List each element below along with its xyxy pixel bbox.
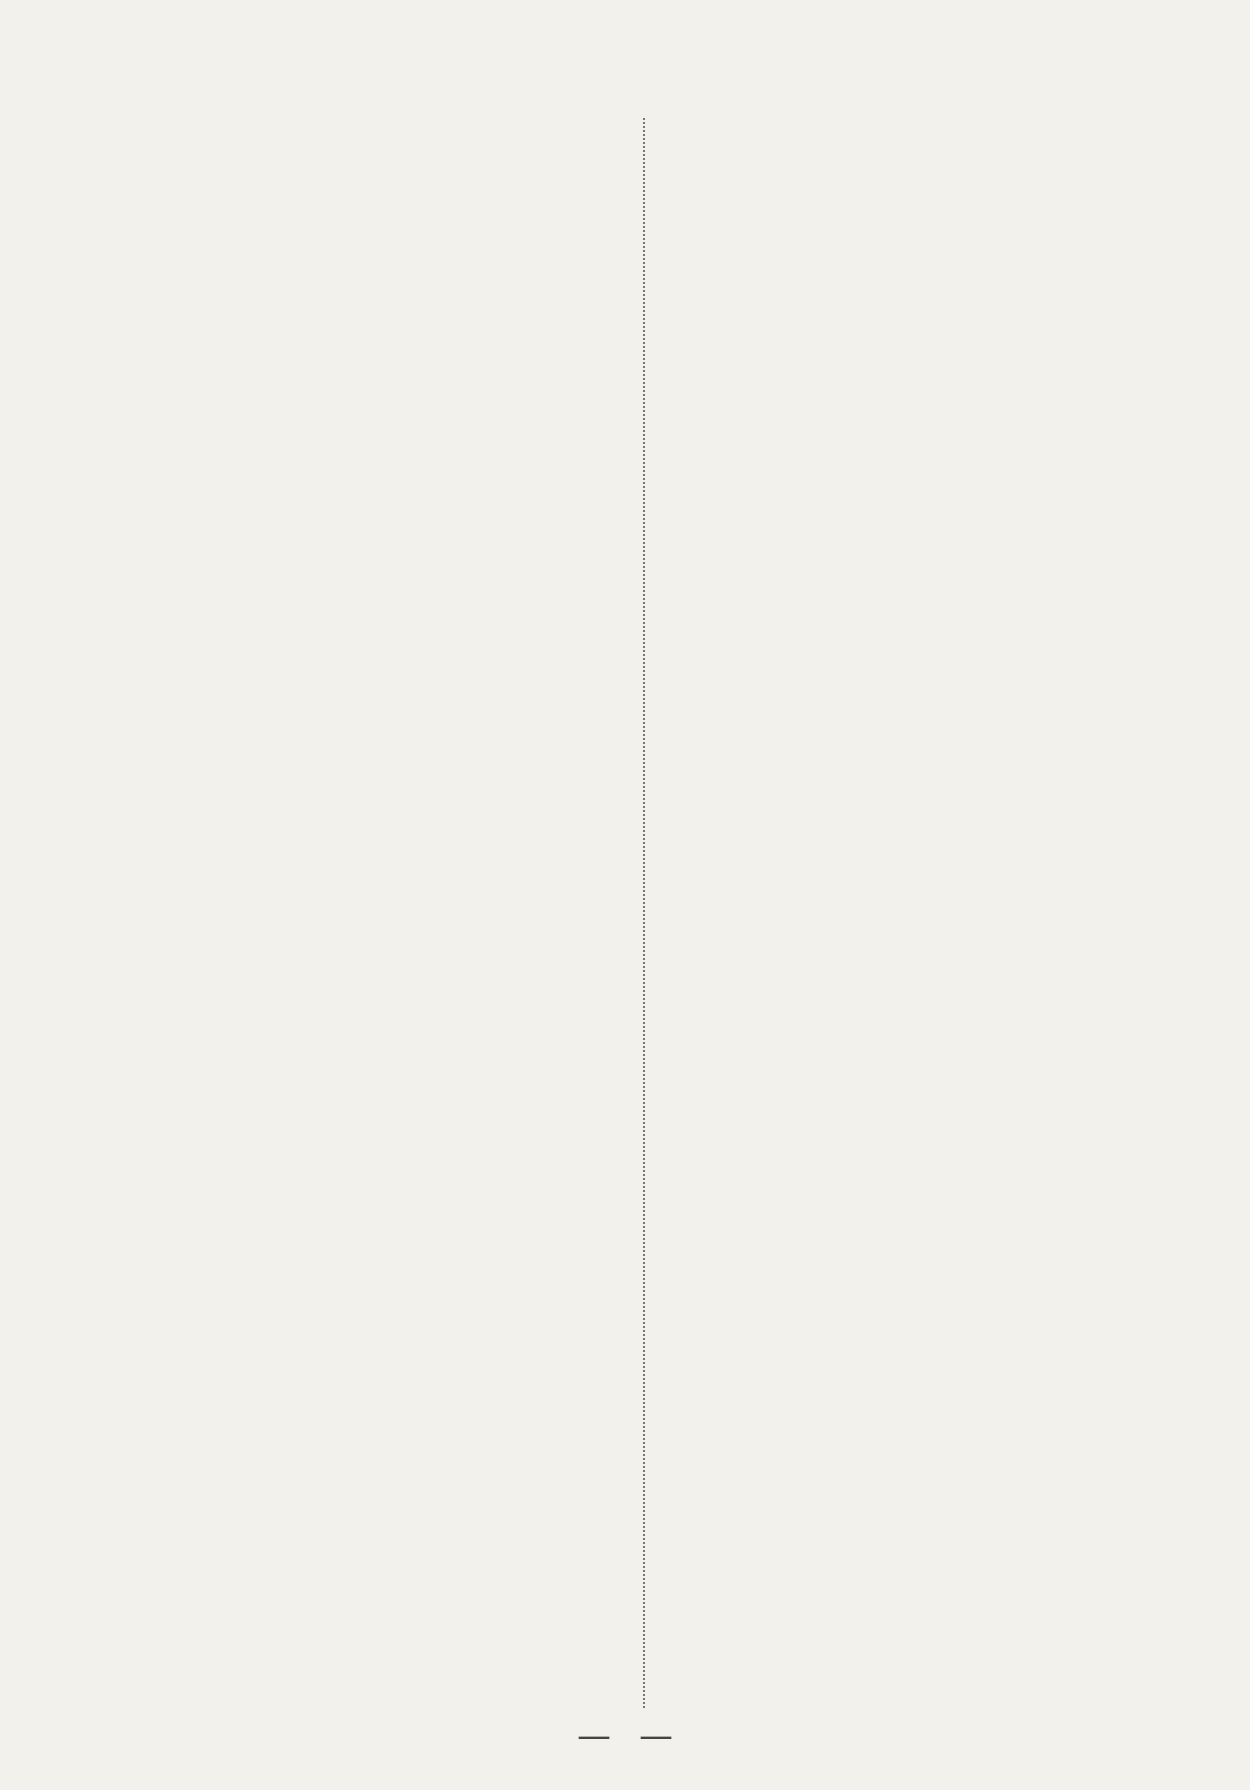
column-divider [643, 118, 645, 1708]
page-footer [0, 1716, 1250, 1756]
footer-dash-left: — [577, 1716, 611, 1756]
footer-dash-right: — [639, 1716, 673, 1756]
